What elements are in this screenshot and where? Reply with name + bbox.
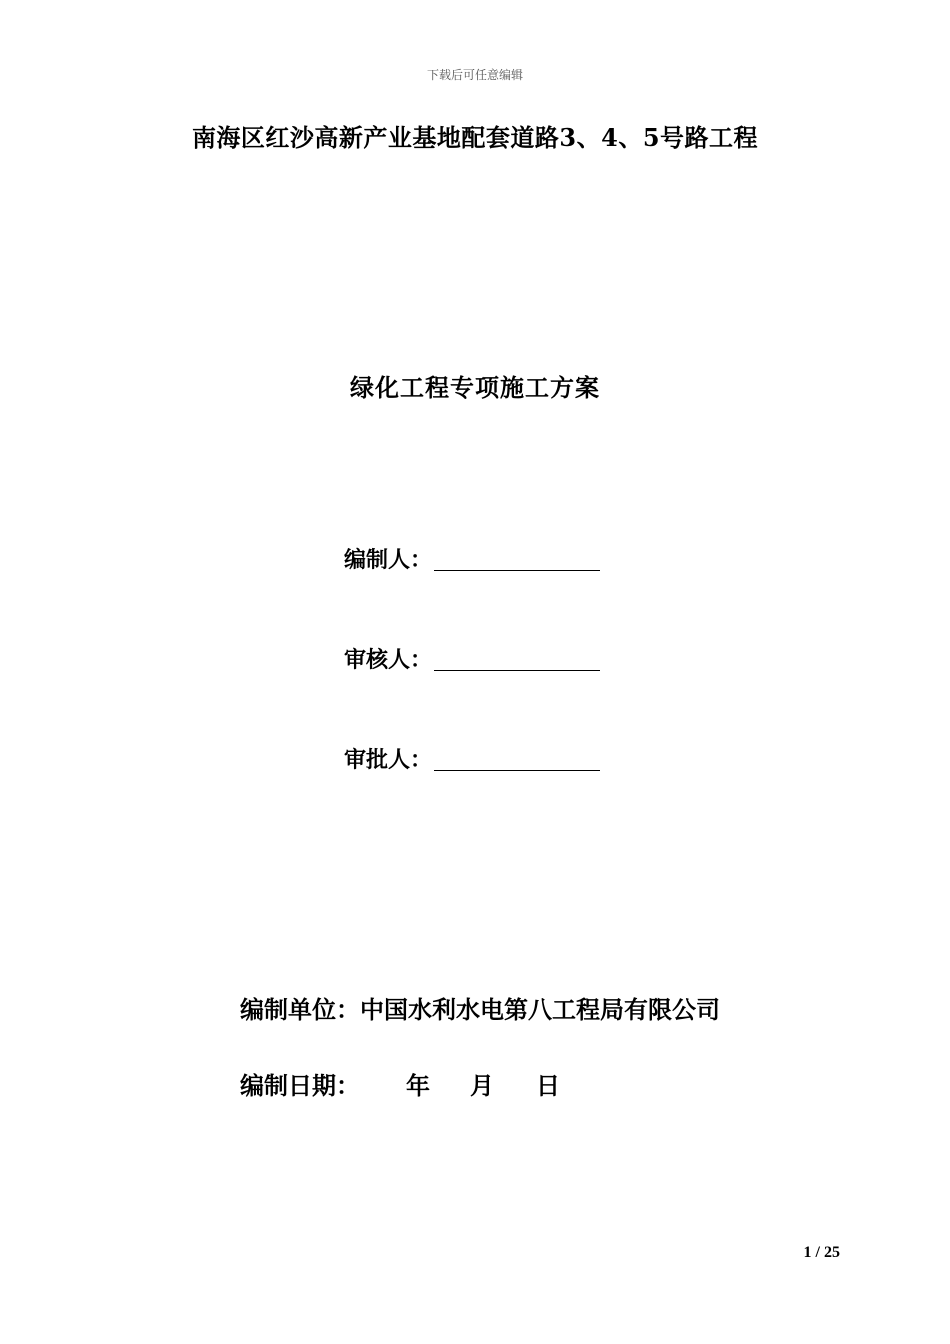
header-note: 下载后可任意编辑 xyxy=(426,68,523,82)
compiler-signature-row xyxy=(344,542,600,574)
project-title: 南海区红沙高新产业基地配套道路3、4、5号路工程 xyxy=(191,123,759,152)
compiling-unit-label: 编制单位： xyxy=(240,995,360,1024)
approver-signature-row xyxy=(344,742,600,774)
page-number: 1 / 25 xyxy=(803,1244,840,1261)
approver-label: 审批人： xyxy=(344,747,433,773)
compiler-label: 编制人： xyxy=(344,547,433,573)
compiling-date-label: 编制日期： xyxy=(240,1071,360,1100)
date-year-label: 年 xyxy=(406,1071,430,1100)
date-day-label: 日 xyxy=(536,1071,560,1100)
approver-signature-line xyxy=(434,770,600,771)
reviewer-signature-row xyxy=(344,642,600,674)
reviewer-signature-line xyxy=(434,670,600,671)
compiling-date-row xyxy=(240,1066,560,1101)
compiling-unit-row xyxy=(240,990,720,1025)
date-month-label: 月 xyxy=(470,1071,494,1100)
document-title: 绿化工程专项施工方案 xyxy=(350,373,600,402)
reviewer-label: 审核人： xyxy=(344,647,433,673)
compiler-signature-line xyxy=(434,570,600,571)
compiling-unit-value: 中国水利水电第八工程局有限公司 xyxy=(360,995,720,1024)
